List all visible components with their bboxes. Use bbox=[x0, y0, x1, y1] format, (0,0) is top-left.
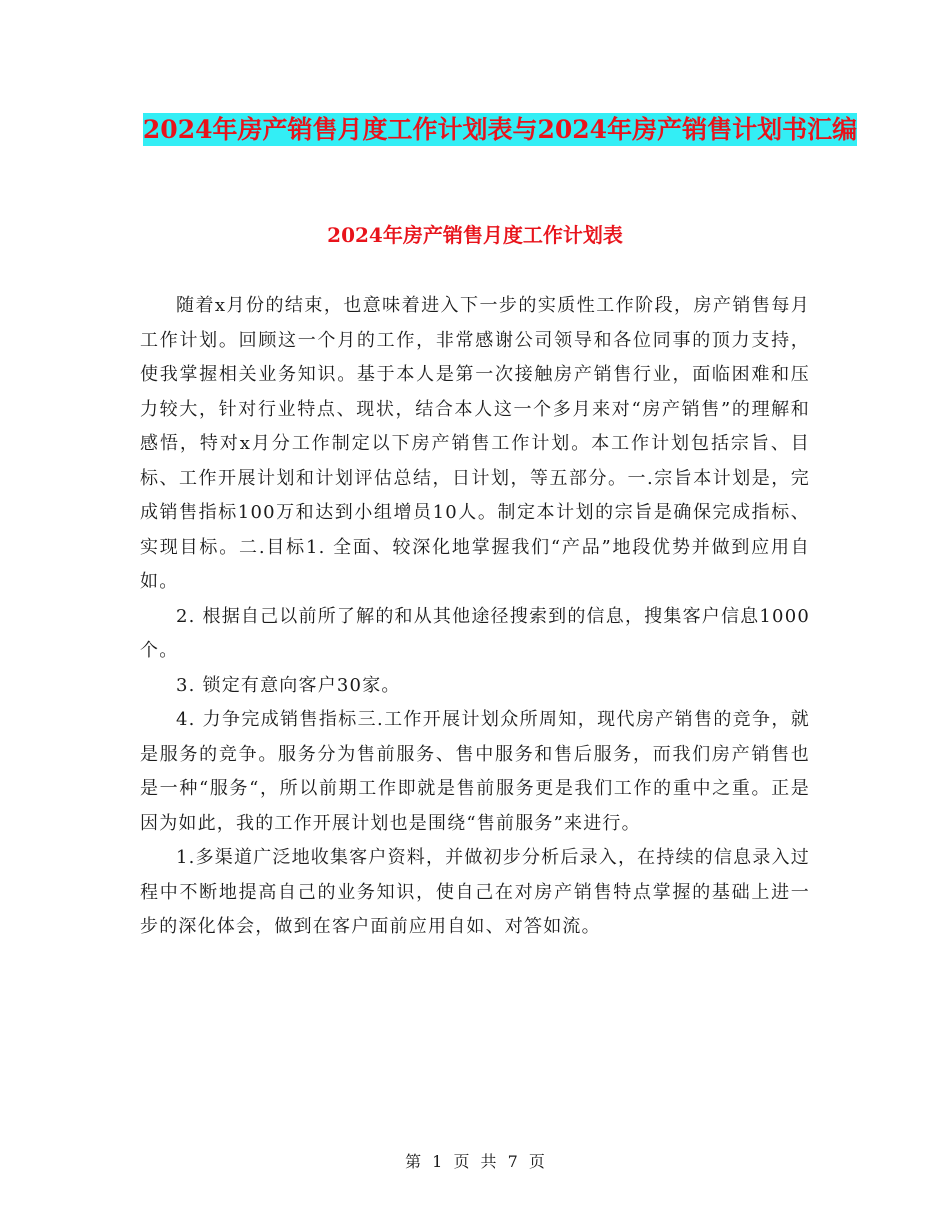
paragraph: 随着x月份的结束，也意味着进入下一步的实质性工作阶段，房产销售每月工作计划。回顾这一个月的工作，非常感谢公司领导和各位同事的顶力支持，使我掌握相关业务知识。基于本人是第一次接触房产销售行业，面临困难和压力较大，针对行业特点、现状，结合本人这一个多月来对“房产销售”的理解和感悟，特对x月分工作制定以下房产销售工作计划。本工作计划包括宗旨、目标、工作开展计划和计划评估总结，日计划，等五部分。一.宗旨本计划是，完成销售指标100万和达到小组增员10人。制定本计划的宗旨是确保完成指标、实现目标。二.目标1. 全面、较深化地掌握我们“产品”地段优势并做到应用自如。 bbox=[140, 295, 810, 592]
page-footer: 第 1 页 共 7 页 bbox=[405, 1152, 545, 1171]
document-title-text: 2024年房产销售月度工作计划表与2024年房产销售计划书汇编 bbox=[142, 115, 858, 144]
document-body bbox=[140, 289, 810, 945]
section-title: 2024年房产销售月度工作计划表 bbox=[327, 223, 623, 247]
paragraph: 4. 力争完成销售指标三.工作开展计划众所周知，现代房产销售的竞争，就是服务的竞争。服务分为售前服务、售中服务和售后服务，而我们房产销售也是一种“服务“，所以前期工作即就是售前服务更是我们工作的重中之重。正是因为如此，我的工作开展计划也是围绕“售前服务”来进行。 bbox=[140, 709, 810, 834]
document-title bbox=[140, 108, 860, 152]
paragraph: 3. 锁定有意向客户30家。 bbox=[176, 674, 401, 696]
paragraph: 2. 根据自己以前所了解的和从其他途径搜索到的信息，搜集客户信息1000个。 bbox=[140, 605, 810, 661]
paragraph: 1.多渠道广泛地收集客户资料，并做初步分析后录入，在持续的信息录入过程中不断地提高自己的业务知识，使自己在对房产销售特点掌握的基础上进一步的深化体会，做到在客户面前应用自如、对答如流。 bbox=[140, 847, 810, 937]
